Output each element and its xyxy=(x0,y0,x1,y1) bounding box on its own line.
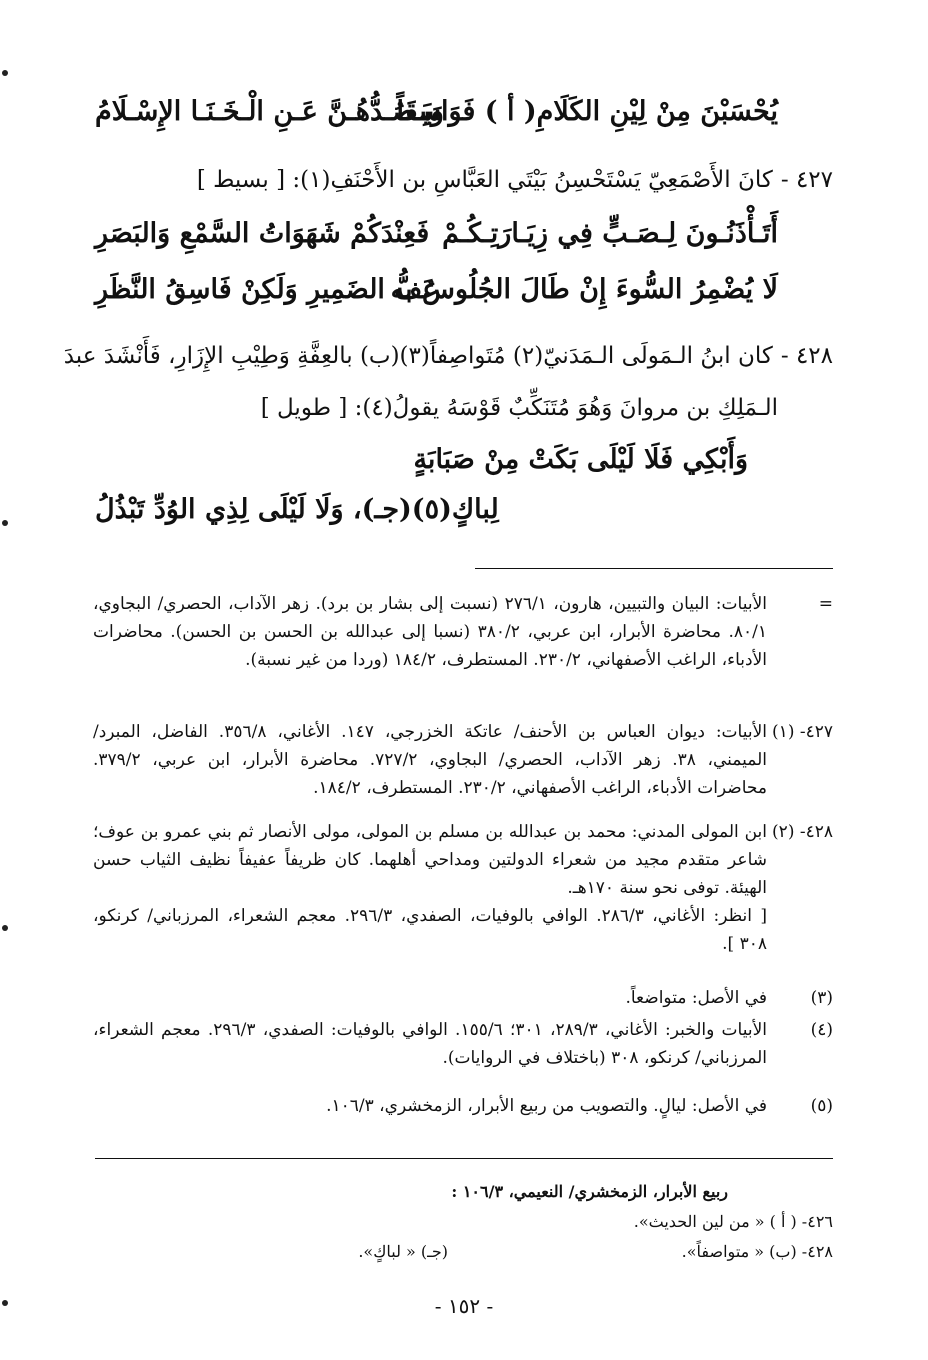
footnote-1 xyxy=(93,718,833,802)
verse2-second-hemistich: فَعِنْدَكُمْ شَهَوَاتُ السَّمْعِ وَالبَصَرِ xyxy=(95,218,430,249)
footnote-2 xyxy=(93,818,833,958)
verse3-second-hemistich: عَفُّ الضَمِيرِ وَلَكِنْ فَاسِقُ النَّظَرِ xyxy=(95,274,439,305)
footnote-2-mark: ٤٢٨- (٢) xyxy=(772,822,833,842)
entry-428-number: ٤٢٨ - xyxy=(780,343,833,369)
footnote-4-mark: (٤) xyxy=(810,1020,833,1040)
footnote-5-mark: (٥) xyxy=(810,1096,833,1116)
footnote-text: ابن المولى المدني: محمد بن عبدالله بن مسلم بن المولى، مولى الأنصار ثم بني عمرو بن عوف؛ شاعر متقدم مجيد من شعراء الدولتين ومداحي أهلهما. كان ظريفاً عفيفاً نظيف الثياب حسن الهيئة. توفى نحو سنة ١٧٠هـ. xyxy=(93,822,767,898)
apparatus-variant-c: (جـ) « لباكٍ». xyxy=(358,1242,448,1261)
verse2-first-hemistich: أَتَـأْذَنُـونَ لِـصَـبٍّ فِي زِيَـارَتِـكُـمْ xyxy=(442,218,778,249)
footnote-5 xyxy=(93,1092,833,1120)
entry-427-number: ٤٢٧ - xyxy=(780,167,833,193)
entry-428-line1 xyxy=(64,338,833,374)
verse4-first-hemistich: وَأَبْكِي فَلَا لَيْلَى بَكَتْ مِنْ صَبَابَةٍ xyxy=(413,444,748,475)
footnote-1-mark: ٤٢٧- (١) xyxy=(772,722,833,742)
verse1-first-hemistich: يُحْسَبْنَ مِنْ لِيْنِ الكَلَامِ( أ ) فَوَاسِقَاً xyxy=(396,96,778,127)
footnote-text: في الأصل: متواضعاً. xyxy=(625,988,767,1008)
footnote-2-refs: [ انظر: الأغاني، ٢٨٦/٣. الوافي بالوفيات، الصفدي، ٢٩٦/٣. معجم الشعراء، المرزباني/ كرنكو، ٣٠٨ ]. xyxy=(93,906,767,954)
entry-428-text: كان ابنُ الـمَولَى الـمَدَنيّ(٢) مُتَواصِفاً(٣)(ب) بالعِفَّةِ وَطِيْبِ الإِزَارِ، فَأَنْشَدَ عبدَ xyxy=(63,343,773,369)
footnote-text: الأبيات والخبر: الأغاني، ٢٨٩/٣، ٣٠١؛ ١٥٥/٦. الوافي بالوفيات: الصفدي، ٢٩٦/٣. معجم الشعراء، المرزباني/ كرنكو، ٣٠٨ (باختلاف في الروايات). xyxy=(93,1020,767,1068)
apparatus-variant-a: ٤٢٦- ( أ ) « من لين الحديث». xyxy=(633,1212,833,1231)
scan-mark xyxy=(2,925,8,931)
page-number: - ١٥٢ - xyxy=(434,1294,494,1318)
entry-428-line2: الـمَلِكِ بن مروانَ وَهُوَ مُتَنَكِّبٌ قَوْسَهُ يقولُ(٤): [ طويل ] xyxy=(260,395,778,421)
footnote-4 xyxy=(93,1016,833,1072)
footnote-3 xyxy=(93,984,833,1012)
scan-mark xyxy=(2,70,8,76)
footnote-text: الأبيات: البيان والتبيين، هارون، ٢٧٦/١ (نسبت إلى بشار بن برد). زهر الآداب، الحصري/ البجاوي، ٨٠/١. محاضرة الأبرار، ابن عربي، ٣٨٠/٢ (نسبا إلى عبدالله بن الحسن بن الحسن). محاضرات الأدباء، الراغب الأصفهاني، ٢٣٠/٢. المستطرف، ١٨٤/٢ (وردا من غير نسبة). xyxy=(93,594,767,670)
scan-mark xyxy=(2,520,8,526)
footnote-text: في الأصل: ليالٍ. والتصويب من ربيع الأبرار، الزمخشري، ١٠٦/٣. xyxy=(326,1096,767,1116)
apparatus-variant-b: ٤٢٨- (ب) « متواصفاً». xyxy=(681,1242,833,1261)
footnote-text: الأبيات: ديوان العباس بن الأحنف/ عاتكة الخزرجي، ١٤٧. الأغاني، ٣٥٦/٨. الفاضل، المبرد/ الميمني، ٣٨. زهر الآداب، الحصري/ البجاوي، ٧٢٧/٢. محاضرة الأبرار، ابن عربي، ٣٧٩/٢. محاضرات الأدباء، الراغب الأصفهاني، ٢٣٠/٢. المستطرف، ١٨٤/٢. xyxy=(93,722,768,798)
entry-427-text: كانَ الأَصْمَعِيّ يَسْتَحْسِنُ بَيْتَي العَبَّاسِ بن الأَحْنَفِ(١): [ بسيط ] xyxy=(196,167,773,193)
apparatus-heading: ربيع الأبرار، الزمخشري/ النعيمي، ١٠٦/٣ : xyxy=(451,1182,728,1201)
footnote-continuation xyxy=(93,590,833,674)
footnote-separator xyxy=(475,568,833,569)
entry-427 xyxy=(197,162,833,198)
verse4-second-hemistich: لِباكٍ(٥)(جـ)، وَلَا لَيْلَى لِذِي الوُدِّ تَبْذُلُ xyxy=(95,494,499,525)
apparatus-separator xyxy=(95,1158,833,1159)
verse1-second-hemistich: وَيَـصُـدُّهُـنَّ عَـنِ الْـخَـنَـا الإِسْـلَامُ xyxy=(95,96,444,127)
verse3-first-hemistich: لَا يُضْمِرُ السُّوءَ إِنْ طَالَ الجُلُوسُ به xyxy=(390,274,778,305)
footnote-3-mark: (٣) xyxy=(810,988,833,1008)
continuation-mark: = xyxy=(818,594,833,614)
